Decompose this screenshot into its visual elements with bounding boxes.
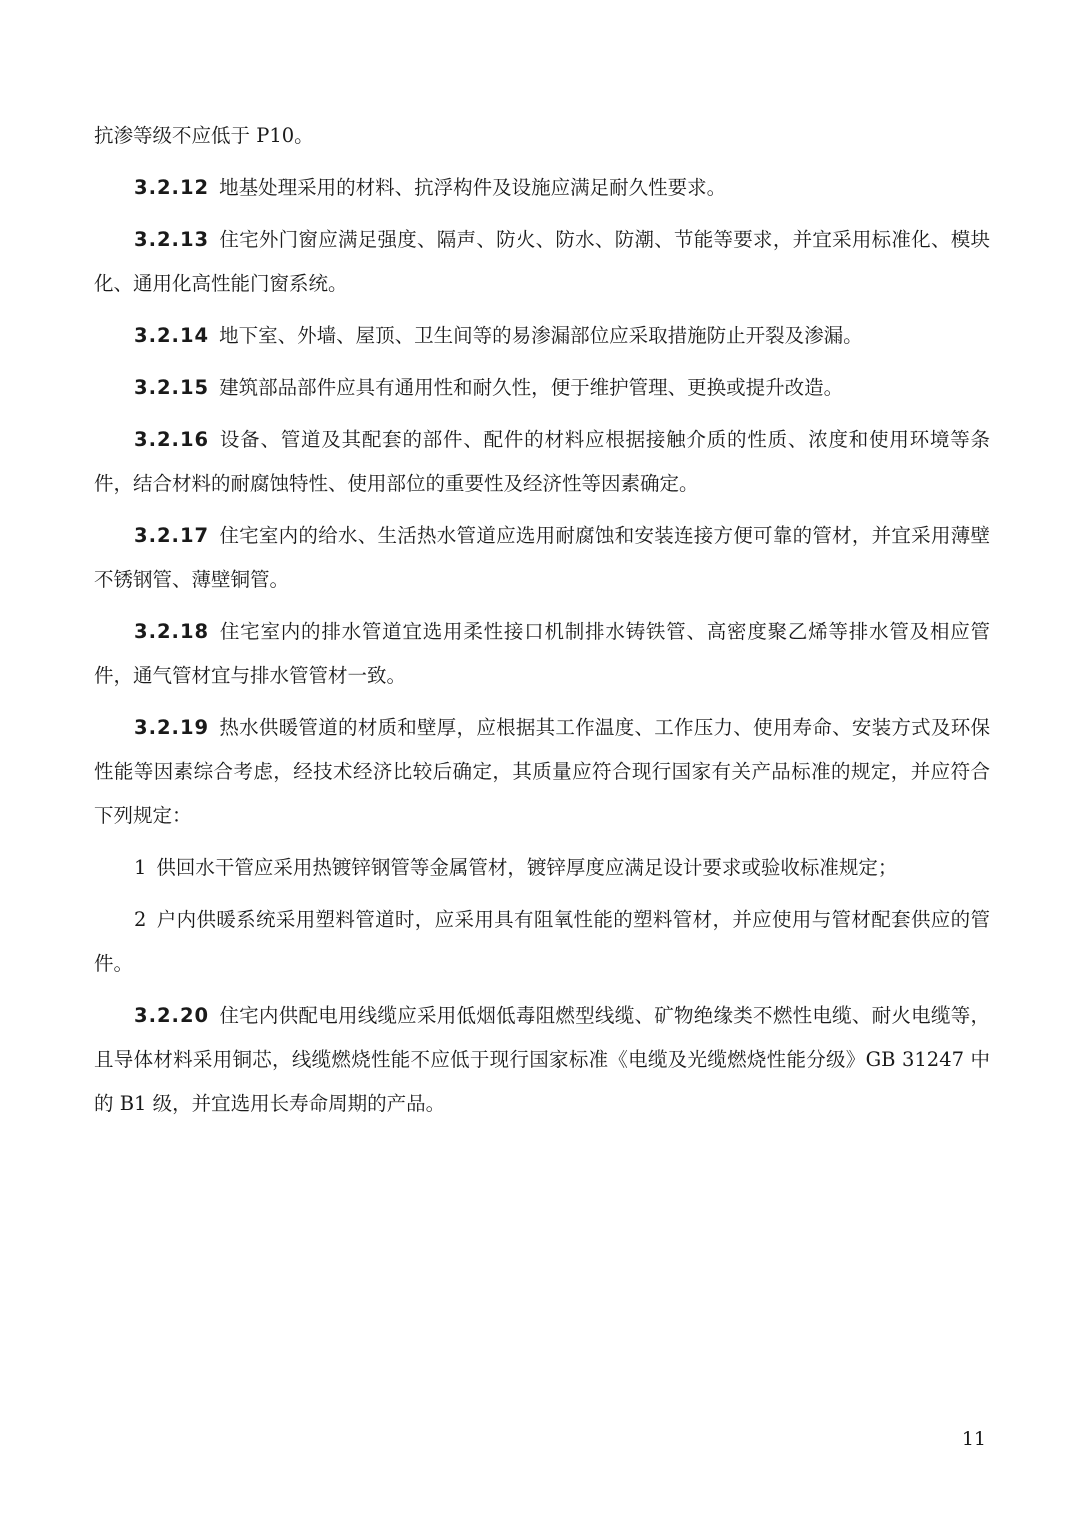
item-text: 供回水干管应采用热镀锌钢管等金属管材，镀锌厚度应满足设计要求或验收标准规定； [156,856,898,879]
clause-3-2-15 [94,366,990,410]
clause-3-2-18 [94,610,990,698]
page-number: 11 [961,1428,986,1450]
clause-number: 3.2.16 [134,428,210,451]
list-item-2 [94,898,990,986]
clause-number: 3.2.18 [134,620,210,643]
continuation-text: 抗渗等级不应低于 P10。 [94,124,314,147]
clause-number: 3.2.19 [134,716,210,739]
list-item-1 [94,846,990,890]
clause-3-2-17 [94,514,990,602]
continuation-paragraph [94,114,990,158]
clause-text: 住宅室内的排水管道宜选用柔性接口机制排水铸铁管、高密度聚乙烯等排水管及相应管件，通气管材宜与排水管管材一致。 [94,620,990,687]
clause-number: 3.2.12 [134,176,210,199]
clause-text: 地下室、外墙、屋顶、卫生间等的易渗漏部位应采取措施防止开裂及渗漏。 [219,324,863,347]
clause-3-2-12 [94,166,990,210]
clause-number: 3.2.14 [134,324,210,347]
item-number: 2 [134,908,147,931]
clause-text: 住宅外门窗应满足强度、隔声、防火、防水、防潮、节能等要求，并宜采用标准化、模块化、通用化高性能门窗系统。 [94,228,990,295]
clause-3-2-19 [94,706,990,838]
clause-text: 住宅内供配电用线缆应采用低烟低毒阻燃型线缆、矿物绝缘类不燃性电缆、耐火电缆等，且导体材料采用铜芯，线缆燃烧性能不应低于现行国家标准《电缆及光缆燃烧性能分级》GB 31247 中的 B1 级，并宜选用长寿命周期的产品。 [94,1004,990,1115]
clause-text: 设备、管道及其配套的部件、配件的材料应根据接触介质的性质、浓度和使用环境等条件，结合材料的耐腐蚀特性、使用部位的重要性及经济性等因素确定。 [94,428,990,495]
clause-number: 3.2.17 [134,524,210,547]
clause-text: 地基处理采用的材料、抗浮构件及设施应满足耐久性要求。 [219,176,727,199]
item-number: 1 [134,856,147,879]
clause-text: 热水供暖管道的材质和壁厚，应根据其工作温度、工作压力、使用寿命、安装方式及环保性能等因素综合考虑，经技术经济比较后确定，其质量应符合现行国家有关产品标准的规定，并应符合下列规定： [94,716,990,827]
clause-number: 3.2.15 [134,376,210,399]
clause-3-2-16 [94,418,990,506]
clause-3-2-20 [94,994,990,1126]
clause-number: 3.2.20 [134,1004,210,1027]
clause-number: 3.2.13 [134,228,210,251]
clause-3-2-13 [94,218,990,306]
item-text: 户内供暖系统采用塑料管道时，应采用具有阻氧性能的塑料管材，并应使用与管材配套供应的管件。 [94,908,990,975]
clause-3-2-14 [94,314,990,358]
clause-text: 住宅室内的给水、生活热水管道应选用耐腐蚀和安装连接方便可靠的管材，并宜采用薄壁不锈钢管、薄壁铜管。 [94,524,990,591]
clause-text: 建筑部品部件应具有通用性和耐久性，便于维护管理、更换或提升改造。 [219,376,844,399]
